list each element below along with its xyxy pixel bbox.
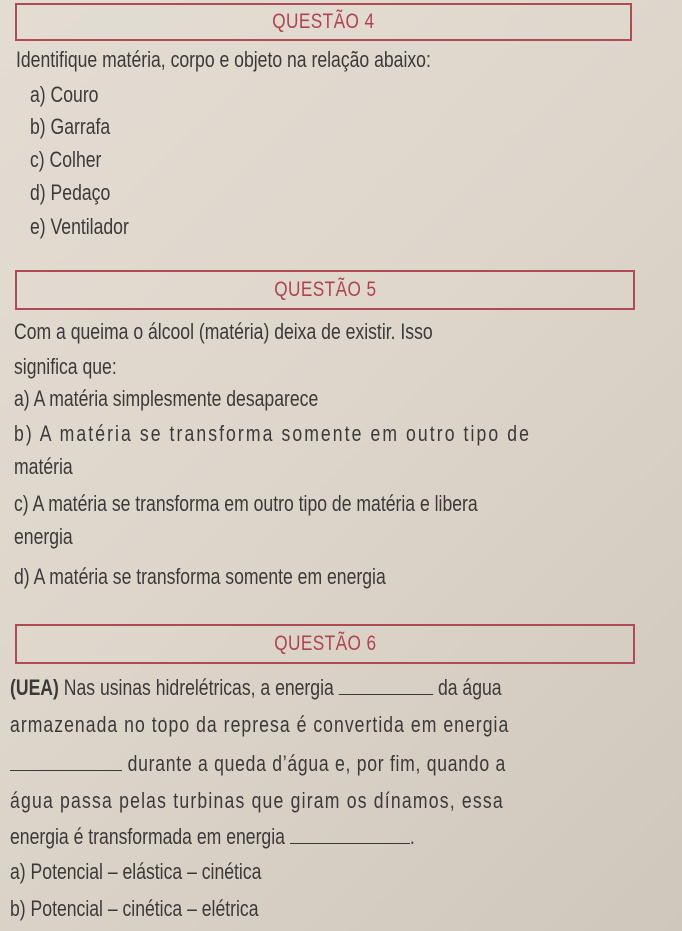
question-5-option-a: a) A matéria simplesmente desaparece <box>14 386 319 411</box>
question-5-header <box>15 270 635 310</box>
question-6-source: (UEA) <box>10 675 59 700</box>
question-6-option-a: a) Potencial – elástica – cinética <box>10 859 262 884</box>
question-4-title: QUESTÃO 4 <box>272 10 375 33</box>
question-6-line-1 <box>10 674 502 702</box>
question-6-text-1b: da água <box>433 675 502 700</box>
answer-blank-1 <box>339 674 433 695</box>
question-6-line-2: armazenada no topo da represa é convertida em energia <box>10 712 510 737</box>
question-5-prompt-line-2: significa que: <box>14 354 117 379</box>
question-5-option-d: d) A matéria se transforma somente em energia <box>14 564 386 589</box>
question-5-title: QUESTÃO 5 <box>273 278 377 301</box>
question-4-prompt: Identifique matéria, corpo e objeto na relação abaixo: <box>16 47 431 72</box>
question-4-option-a: a) Couro <box>30 82 99 107</box>
question-4-option-b: b) Garrafa <box>30 114 111 139</box>
question-5-option-c-line-2: energia <box>14 524 73 549</box>
question-5-option-b-line-1: b) A matéria se transforma somente em outro tipo de <box>14 421 531 446</box>
question-6-option-b: b) Potencial – cinética – elétrica <box>10 896 259 921</box>
question-4-option-c: c) Colher <box>30 147 102 172</box>
question-6-header <box>15 624 635 664</box>
question-6-title: QUESTÃO 6 <box>273 632 377 655</box>
question-4-option-d: d) Pedaço <box>30 180 111 205</box>
question-6-line-5 <box>10 823 415 851</box>
question-6-line-4: água passa pelas turbinas que giram os dínamos, essa <box>10 788 504 813</box>
question-6-text-3b: durante a queda d’água e, por fim, quando a <box>122 751 506 776</box>
question-5-option-c-line-1: c) A matéria se transforma em outro tipo de matéria e libera <box>14 491 478 516</box>
question-5-prompt-line-1 <box>14 318 647 346</box>
question-6-text-5b: . <box>409 824 415 849</box>
question-6-text-1a: Nas usinas hidrelétricas, a energia <box>58 675 339 700</box>
question-5-option-b-line-2: matéria <box>14 454 73 479</box>
question-5-prompt-text-1: Com a queima o álcool (matéria) deixa de existir. Isso <box>14 319 433 344</box>
answer-blank-2 <box>10 750 122 771</box>
question-4-header <box>15 3 632 41</box>
question-6-text-5a: energia é transformada em energia <box>10 824 290 849</box>
question-4-option-e: e) Ventilador <box>30 214 129 239</box>
question-6-line-3 <box>10 750 506 778</box>
answer-blank-3 <box>290 823 410 844</box>
